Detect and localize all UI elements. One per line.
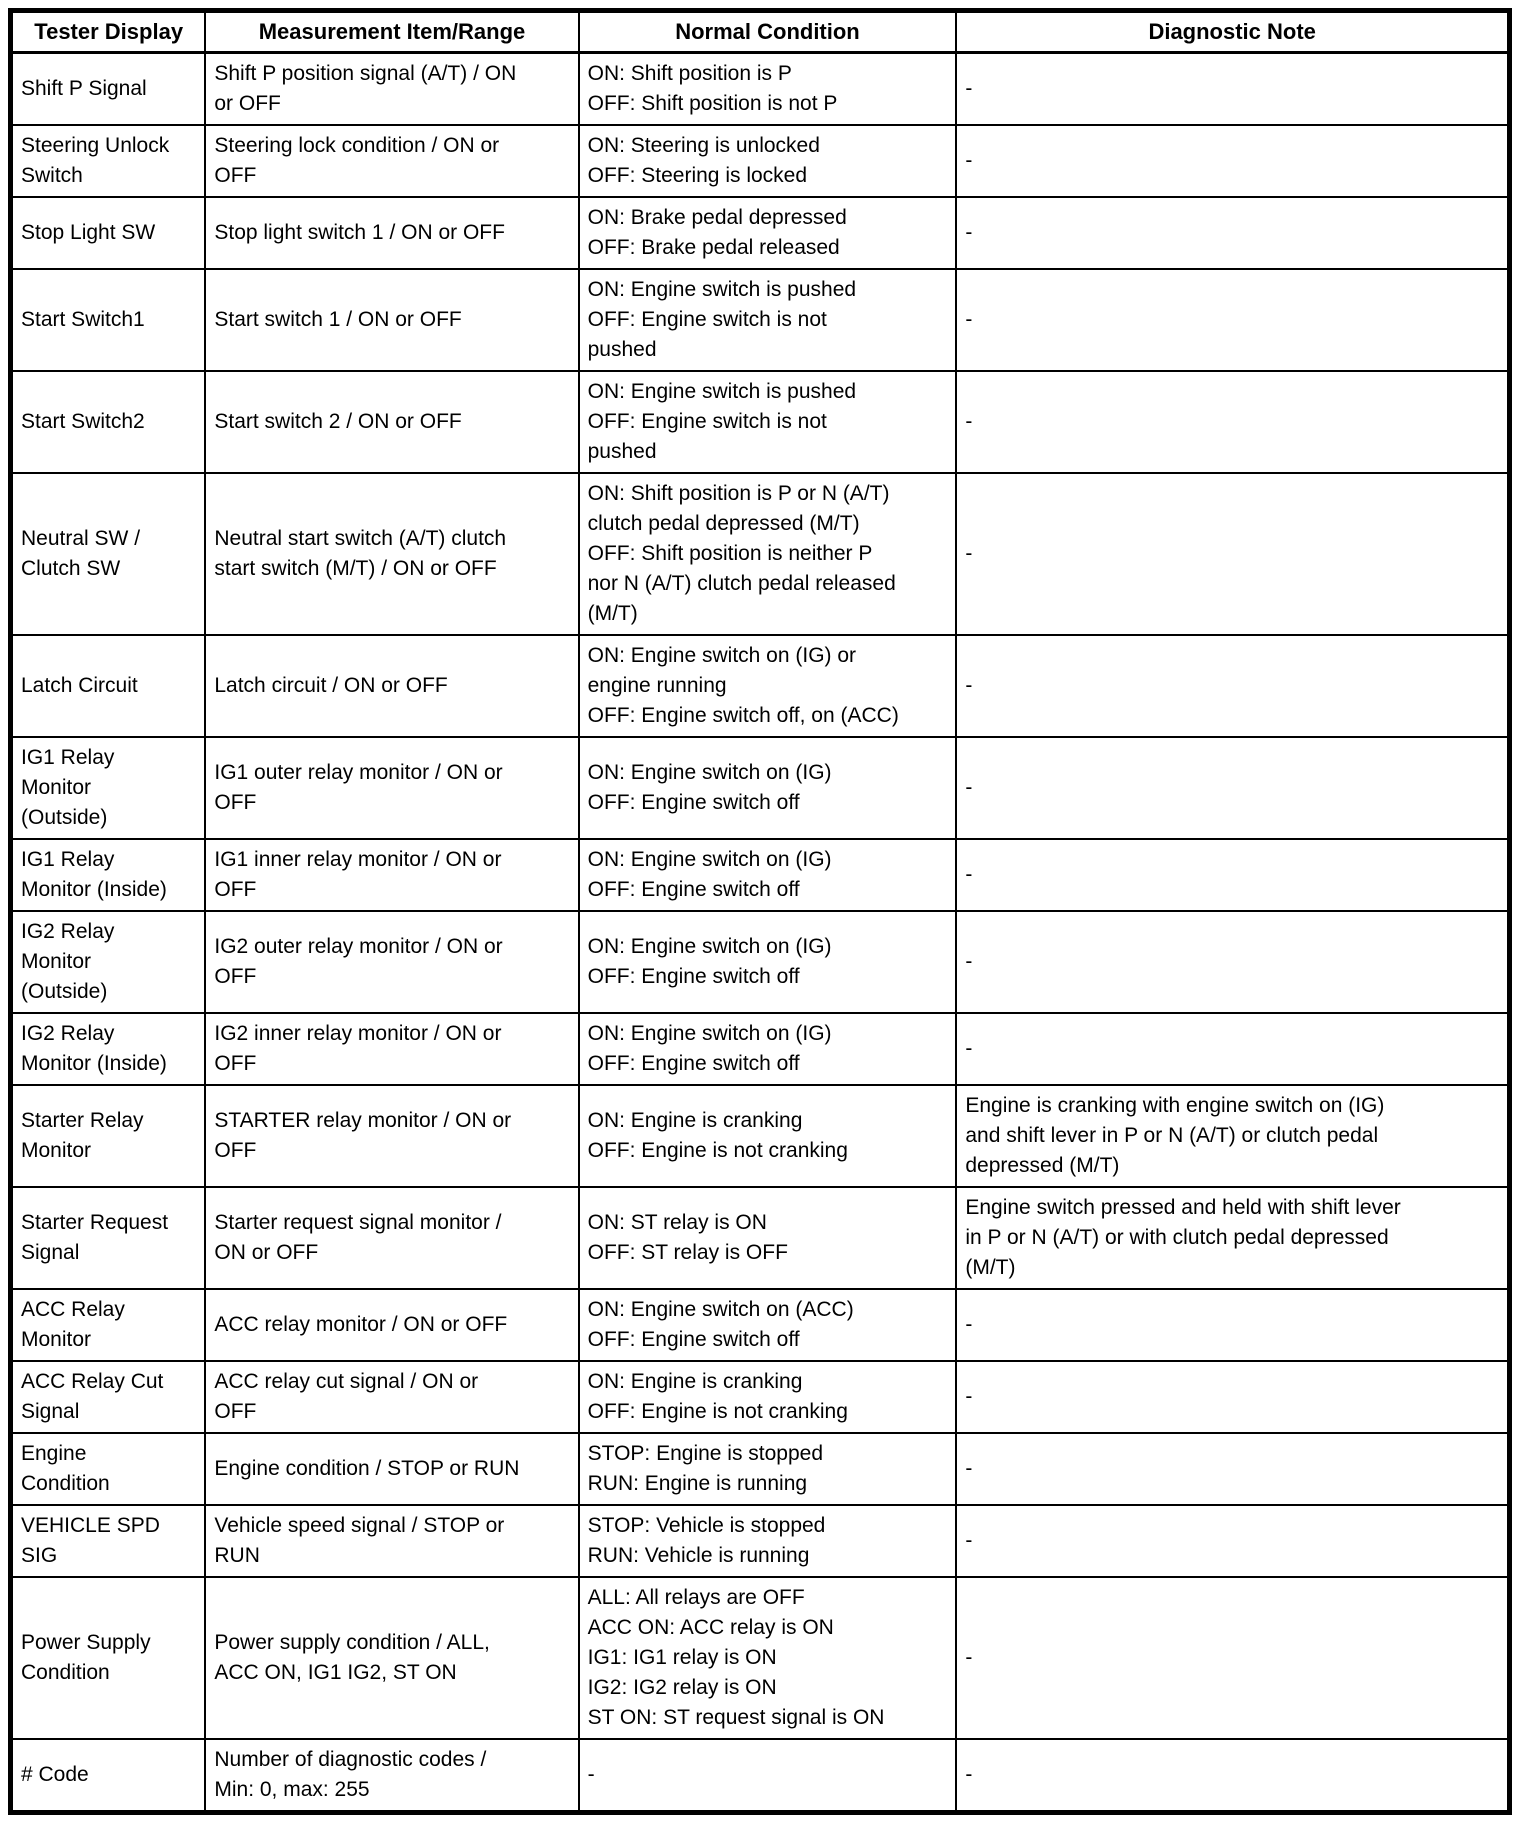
measurement-item-cell: ACC relay cut signal / ON or OFF	[205, 1361, 578, 1433]
table-row	[11, 1361, 1510, 1433]
tester-display-cell: Shift P Signal	[11, 53, 206, 126]
normal-condition-cell: STOP: Engine is stopped RUN: Engine is running	[579, 1433, 957, 1505]
table-row	[11, 1433, 1510, 1505]
normal-condition-cell: ON: Engine switch is pushed OFF: Engine switch is not pushed	[579, 269, 957, 371]
table-body	[11, 53, 1510, 1813]
column-header-measurement-item-range: Measurement Item/Range	[205, 11, 578, 53]
measurement-item-cell: Stop light switch 1 / ON or OFF	[205, 197, 578, 269]
table-row	[11, 1289, 1510, 1361]
measurement-item-cell: ACC relay monitor / ON or OFF	[205, 1289, 578, 1361]
measurement-item-cell: IG2 outer relay monitor / ON or OFF	[205, 911, 578, 1013]
measurement-item-cell: Power supply condition / ALL, ACC ON, IG1 IG2, ST ON	[205, 1577, 578, 1739]
tester-display-cell: Starter Relay Monitor	[11, 1085, 206, 1187]
measurement-item-cell: Engine condition / STOP or RUN	[205, 1433, 578, 1505]
table-row	[11, 1187, 1510, 1289]
diagnostic-note-cell: -	[956, 269, 1509, 371]
tester-display-cell: Engine Condition	[11, 1433, 206, 1505]
table-row	[11, 473, 1510, 635]
diagnostic-note-cell: -	[956, 737, 1509, 839]
normal-condition-cell: -	[579, 1739, 957, 1813]
measurement-item-cell: Vehicle speed signal / STOP or RUN	[205, 1505, 578, 1577]
tester-display-cell: Start Switch1	[11, 269, 206, 371]
measurement-item-cell: Steering lock condition / ON or OFF	[205, 125, 578, 197]
tester-display-cell: IG2 Relay Monitor (Outside)	[11, 911, 206, 1013]
normal-condition-cell: ON: Engine switch is pushed OFF: Engine switch is not pushed	[579, 371, 957, 473]
normal-condition-cell: ALL: All relays are OFF ACC ON: ACC relay is ON IG1: IG1 relay is ON IG2: IG2 relay is ON ST ON: ST request signal is ON	[579, 1577, 957, 1739]
measurement-item-cell: Start switch 2 / ON or OFF	[205, 371, 578, 473]
diagnostic-note-cell: -	[956, 635, 1509, 737]
normal-condition-cell: ON: Engine switch on (ACC) OFF: Engine switch off	[579, 1289, 957, 1361]
diagnostic-note-cell: -	[956, 839, 1509, 911]
diagnostic-note-cell: -	[956, 1433, 1509, 1505]
column-header-normal-condition: Normal Condition	[579, 11, 957, 53]
table-row	[11, 371, 1510, 473]
table-row	[11, 1577, 1510, 1739]
measurement-item-cell: IG2 inner relay monitor / ON or OFF	[205, 1013, 578, 1085]
diagnostic-note-cell: -	[956, 1013, 1509, 1085]
diagnostic-note-cell: -	[956, 197, 1509, 269]
normal-condition-cell: ON: Shift position is P OFF: Shift position is not P	[579, 53, 957, 126]
tester-display-cell: VEHICLE SPD SIG	[11, 1505, 206, 1577]
diagnostic-note-cell: -	[956, 1739, 1509, 1813]
measurement-item-cell: Shift P position signal (A/T) / ON or OFF	[205, 53, 578, 126]
diagnostic-note-cell: -	[956, 53, 1509, 126]
table-row	[11, 737, 1510, 839]
column-header-tester-display: Tester Display	[11, 11, 206, 53]
column-header-diagnostic-note: Diagnostic Note	[956, 11, 1509, 53]
tester-display-cell: Stop Light SW	[11, 197, 206, 269]
measurement-item-cell: Starter request signal monitor / ON or OFF	[205, 1187, 578, 1289]
normal-condition-cell: ON: Engine is cranking OFF: Engine is not cranking	[579, 1361, 957, 1433]
table-row	[11, 53, 1510, 126]
normal-condition-cell: ON: Shift position is P or N (A/T) clutch pedal depressed (M/T) OFF: Shift position is neither P nor N (A/T) clutch pedal released (M/T)	[579, 473, 957, 635]
measurement-item-cell: IG1 inner relay monitor / ON or OFF	[205, 839, 578, 911]
tester-display-cell: Latch Circuit	[11, 635, 206, 737]
tester-display-cell: IG1 Relay Monitor (Outside)	[11, 737, 206, 839]
normal-condition-cell: ON: Engine switch on (IG) OFF: Engine switch off	[579, 911, 957, 1013]
normal-condition-cell: ON: ST relay is ON OFF: ST relay is OFF	[579, 1187, 957, 1289]
normal-condition-cell: ON: Engine switch on (IG) or engine running OFF: Engine switch off, on (ACC)	[579, 635, 957, 737]
diagnostic-note-cell: -	[956, 473, 1509, 635]
normal-condition-cell: ON: Engine switch on (IG) OFF: Engine switch off	[579, 839, 957, 911]
tester-display-cell: Starter Request Signal	[11, 1187, 206, 1289]
tester-display-cell: Start Switch2	[11, 371, 206, 473]
normal-condition-cell: ON: Engine switch on (IG) OFF: Engine switch off	[579, 1013, 957, 1085]
normal-condition-cell: STOP: Vehicle is stopped RUN: Vehicle is running	[579, 1505, 957, 1577]
tester-display-cell: Neutral SW / Clutch SW	[11, 473, 206, 635]
diagnostic-note-cell: -	[956, 1577, 1509, 1739]
diagnostic-note-cell: Engine is cranking with engine switch on (IG) and shift lever in P or N (A/T) or clutch pedal depressed (M/T)	[956, 1085, 1509, 1187]
table-row	[11, 1013, 1510, 1085]
diagnostic-note-cell: -	[956, 1361, 1509, 1433]
normal-condition-cell: ON: Brake pedal depressed OFF: Brake pedal released	[579, 197, 957, 269]
measurement-item-cell: IG1 outer relay monitor / ON or OFF	[205, 737, 578, 839]
diagnostic-note-cell: Engine switch pressed and held with shift lever in P or N (A/T) or with clutch pedal depressed (M/T)	[956, 1187, 1509, 1289]
header-row	[11, 11, 1510, 53]
diagnostic-note-cell: -	[956, 1505, 1509, 1577]
measurement-item-cell: Start switch 1 / ON or OFF	[205, 269, 578, 371]
diagnostic-note-cell: -	[956, 371, 1509, 473]
measurement-item-cell: Latch circuit / ON or OFF	[205, 635, 578, 737]
measurement-item-cell: Number of diagnostic codes / Min: 0, max: 255	[205, 1739, 578, 1813]
table-row	[11, 125, 1510, 197]
tester-display-cell: ACC Relay Monitor	[11, 1289, 206, 1361]
tester-display-cell: Power Supply Condition	[11, 1577, 206, 1739]
diagnostic-data-list-table	[8, 8, 1512, 1815]
table-row	[11, 911, 1510, 1013]
normal-condition-cell: ON: Steering is unlocked OFF: Steering is locked	[579, 125, 957, 197]
measurement-item-cell: STARTER relay monitor / ON or OFF	[205, 1085, 578, 1187]
tester-display-cell: # Code	[11, 1739, 206, 1813]
normal-condition-cell: ON: Engine switch on (IG) OFF: Engine switch off	[579, 737, 957, 839]
table-row	[11, 1505, 1510, 1577]
diagnostic-note-cell: -	[956, 125, 1509, 197]
measurement-item-cell: Neutral start switch (A/T) clutch start switch (M/T) / ON or OFF	[205, 473, 578, 635]
tester-display-cell: IG1 Relay Monitor (Inside)	[11, 839, 206, 911]
diagnostic-note-cell: -	[956, 911, 1509, 1013]
normal-condition-cell: ON: Engine is cranking OFF: Engine is not cranking	[579, 1085, 957, 1187]
diagnostic-note-cell: -	[956, 1289, 1509, 1361]
tester-display-cell: Steering Unlock Switch	[11, 125, 206, 197]
tester-display-cell: IG2 Relay Monitor (Inside)	[11, 1013, 206, 1085]
table-row	[11, 839, 1510, 911]
table-row	[11, 1085, 1510, 1187]
table-row	[11, 197, 1510, 269]
table-row	[11, 1739, 1510, 1813]
tester-display-cell: ACC Relay Cut Signal	[11, 1361, 206, 1433]
table-row	[11, 269, 1510, 371]
table-row	[11, 635, 1510, 737]
